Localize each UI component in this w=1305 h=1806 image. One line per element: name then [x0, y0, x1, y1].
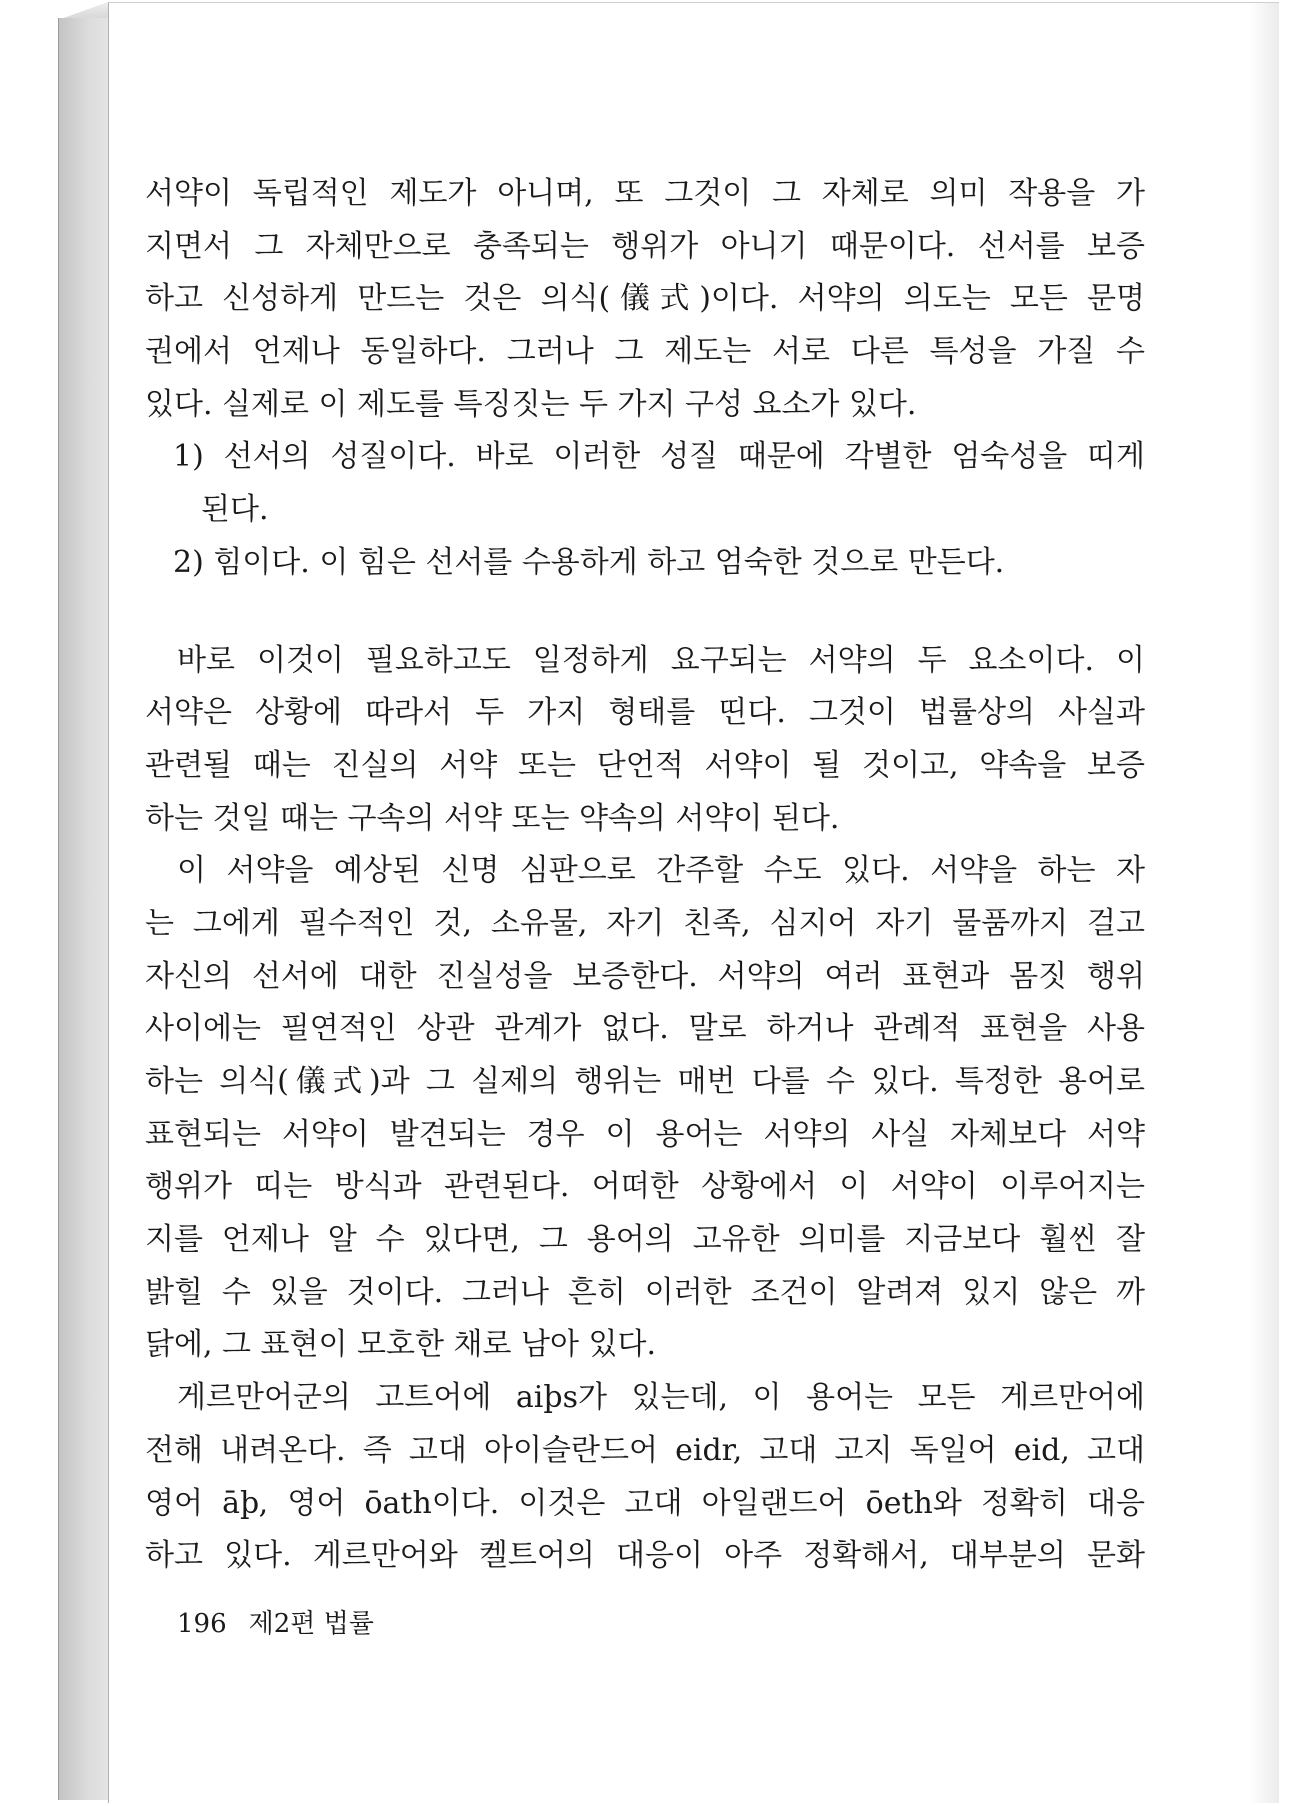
text-line: 하는 것일 때는 구속의 서약 또는 약속의 서약이 된다.	[145, 800, 840, 836]
text-line: 게르만어군의 고트어에 aiþs가 있는데, 이 용어는 모든 게르만어에	[177, 1380, 1145, 1416]
list-item-line: 2) 힘이다. 이 힘은 선서를 수용하게 하고 엄숙한 것으로 만든다.	[173, 544, 1005, 580]
book-spine-edge	[58, 18, 109, 1800]
text-line: 행위가 띠는 방식과 관련된다. 어떠한 상황에서 이 서약이 이루어지는	[145, 1169, 1145, 1205]
text-line: 밝힐 수 있을 것이다. 그러나 흔히 이러한 조건이 알려져 있지 않은 까	[145, 1274, 1145, 1310]
text-line: 표현되는 서약이 발견되는 경우 이 용어는 서약의 사실 자체보다 서약	[145, 1116, 1145, 1152]
text-line: 권에서 언제나 동일하다. 그러나 그 제도는 서로 다른 특성을 가질 수	[145, 334, 1145, 370]
text-line: 닭에, 그 표현이 모호한 채로 남아 있다.	[145, 1327, 656, 1363]
text-line: 바로 이것이 필요하고도 일정하게 요구되는 서약의 두 요소이다. 이	[177, 642, 1145, 678]
text-line: 지를 언제나 알 수 있다면, 그 용어의 고유한 의미를 지금보다 훨씬 잘	[145, 1222, 1145, 1258]
text-line: 있다. 실제로 이 제도를 특징짓는 두 가지 구성 요소가 있다.	[145, 386, 917, 422]
section-title: 제2편 법률	[248, 1609, 374, 1639]
text-line: 이 서약을 예상된 신명 심판으로 간주할 수도 있다. 서약을 하는 자	[177, 853, 1145, 889]
text-line: 자신의 선서에 대한 진실성을 보증한다. 서약의 여러 표현과 몸짓 행위	[145, 958, 1145, 994]
body-text	[145, 168, 1145, 1583]
page-number: 196	[177, 1609, 227, 1639]
text-line: 하고 있다. 게르만어와 켈트어의 대응이 아주 정확해서, 대부분의 문화	[145, 1538, 1145, 1574]
text-line: 서약이 독립적인 제도가 아니며, 또 그것이 그 자체로 의미 작용을 가	[145, 176, 1145, 211]
text-line: 사이에는 필연적인 상관 관계가 없다. 말로 하거나 관례적 표현을 사용	[145, 1011, 1145, 1047]
text-line: 서약은 상황에 따라서 두 가지 형태를 띤다. 그것이 법률상의 사실과	[145, 695, 1145, 731]
list-item-line: 된다.	[201, 492, 269, 528]
paragraph-gap	[145, 590, 1145, 635]
page-footer	[177, 1604, 374, 1644]
text-line: 는 그에게 필수적인 것, 소유물, 자기 친족, 심지어 자기 물품까지 걸고	[145, 905, 1145, 941]
text-line: 지면서 그 자체만으로 충족되는 행위가 아니기 때문이다. 선서를 보증	[145, 228, 1145, 264]
text-line: 영어 āþ, 영어 ōath이다. 이것은 고대 아일랜드어 ōeth와 정확히 대응	[145, 1485, 1145, 1521]
text-line: 하는 의식(儀式)과 그 실제의 행위는 매번 다를 수 있다. 특정한 용어로	[145, 1064, 1145, 1099]
text-line: 하고 신성하게 만드는 것은 의식(儀式)이다. 서약의 의도는 모든 문명	[145, 281, 1145, 317]
page-shadow	[1249, 3, 1279, 1803]
list-item-line: 1) 선서의 성질이다. 바로 이러한 성질 때문에 각별한 엄숙성을 띠게	[173, 439, 1145, 475]
text-line: 전해 내려온다. 즉 고대 아이슬란드어 eidr, 고대 고지 독일어 eid, 고대	[145, 1432, 1145, 1468]
text-line: 관련될 때는 진실의 서약 또는 단언적 서약이 될 것이고, 약속을 보증	[145, 747, 1145, 783]
